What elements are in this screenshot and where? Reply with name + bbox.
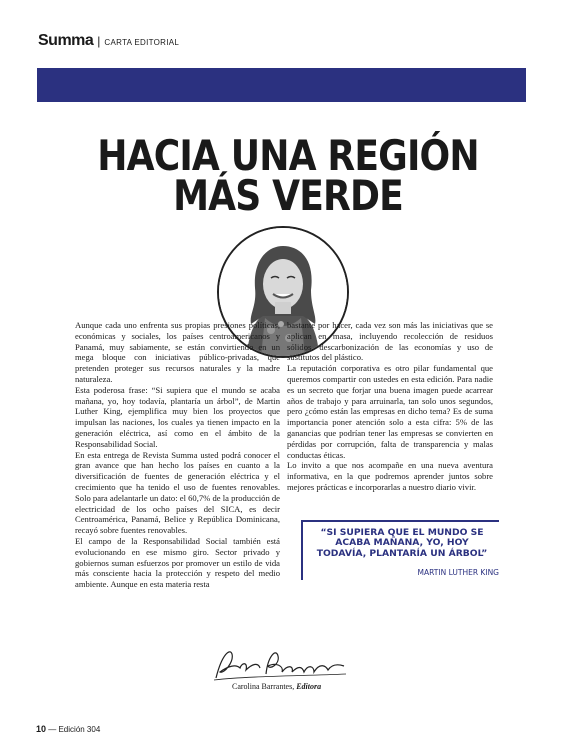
body-column-right xyxy=(287,320,493,493)
editor-name: Carolina Barrantes, xyxy=(232,682,295,691)
signature-caption xyxy=(232,682,321,691)
body-paragraph: El campo de la Responsabilidad Social también está evolucionando en ese mismo giro. Sector privado y gobiernos suman esfuerzos por promover un estilo de vida más consciente hacia la protección y respeto del medio ambiente. Aunque en esta materia resta xyxy=(75,535,280,590)
body-paragraph: Aunque cada uno enfrenta sus propias presiones políticas, económicas y sociales, los países centroamericanos y Panamá, muy sabiamente, se están convirtiendo en un mega bloque con iniciativas público-privadas, que pretenden proteger sus recursos naturales y la madre naturaleza. xyxy=(75,320,280,384)
body-paragraph: Esta poderosa frase: “Si supiera que el mundo se acaba mañana, yo, hoy todavía, plantaría un árbol”, de Martin Luther King, ejemplifica muy bien los proyectos que impulsan las naciones, los cuales ya tienen impacto en la generación eléctrica, así como en el ámbito de la Responsabilidad Social. xyxy=(75,384,280,449)
header-separator: | xyxy=(97,34,101,48)
page-header xyxy=(38,32,179,50)
body-paragraph: En esta entrega de Revista Summa usted podrá conocer el gran avance que han hecho los países en cuanto a la diversificación de fuentes de generación eléctrica y el crecimiento que ha tenido el uso de fuentes renovables. Solo para adelantarle un dato: el 60,7% de la producción de electricidad de los ocho países del SICA, es decir Centroamérica, Panamá, Belice y República Dominicana, recayó sobre fuentes renovables. xyxy=(75,449,280,536)
body-paragraph: La reputación corporativa es otro pilar fundamental que queremos compartir con ustedes en esta edición. Para nadie es un secreto que forjar una buena imagen puede acarrear años de trabajo y para arruinarla, tan solo unos segundos, pero ¿cómo están las empresas en dicho tema? Es de suma importancia poner atención solo a esta cifra: 5% de las ganancias que podrían tener las empresas se convierten en pérdidas por corrupción, falta de transparencia y malas conductas éticas. xyxy=(287,363,493,460)
edition-label: — Edición 304 xyxy=(48,725,101,734)
header-banner xyxy=(37,68,526,102)
section-label: CARTA EDITORIAL xyxy=(104,38,180,47)
body-paragraph: bastante por hacer, cada vez son más las iniciativas que se aplican en masa, incluyendo recolección de residuos sólidos, descarbonización de las economías y uso de sustitutos del plástico. xyxy=(287,320,493,363)
editor-role: Editora xyxy=(296,682,322,691)
quote-text: “SI SUPIERA QUE EL MUNDO SE ACABA MAÑANA, YO, HOY TODAVÍA, PLANTARÍA UN ÁRBOL” xyxy=(316,527,488,559)
title-line-2: MÁS VERDE xyxy=(173,171,403,220)
body-column-left xyxy=(75,320,280,590)
page-title xyxy=(40,131,535,220)
page-footer xyxy=(36,724,100,734)
page-number: 10 xyxy=(36,724,47,734)
body-paragraph: Lo invito a que nos acompañe en una nueva aventura informativa, en la que podremos aprender juntos sobre mejores prácticas e incorporarlas a nuestro diario vivir. xyxy=(287,460,493,492)
pull-quote xyxy=(301,520,499,580)
title-line-1: HACIA UNA REGIÓN xyxy=(97,131,479,180)
quote-author: MARTIN LUTHER KING xyxy=(417,568,499,577)
handwritten-signature xyxy=(210,644,350,684)
brand-logo: Summa xyxy=(38,32,94,49)
